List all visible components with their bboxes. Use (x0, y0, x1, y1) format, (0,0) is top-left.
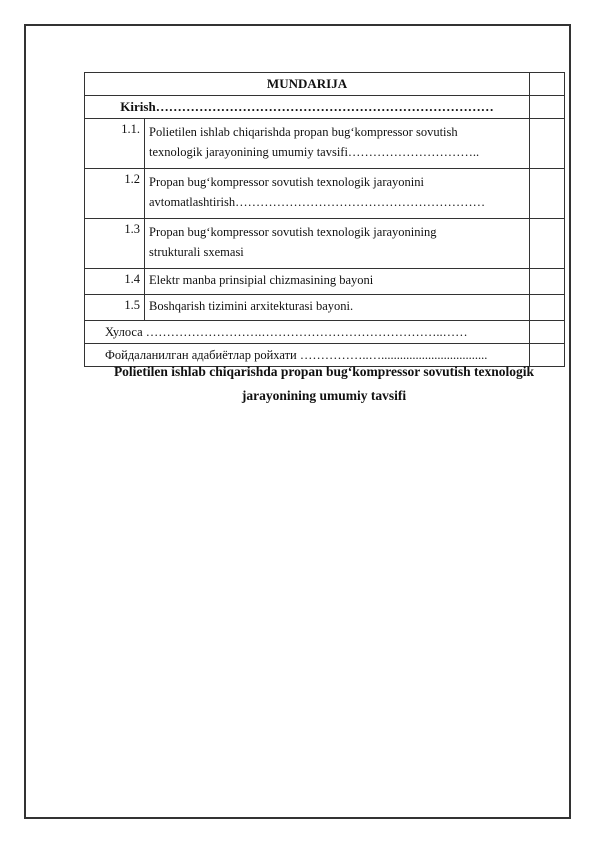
toc-item-title (145, 119, 530, 169)
toc-heading-row (85, 73, 565, 96)
toc-page-cell (530, 295, 565, 321)
toc-row (85, 219, 565, 269)
toc-page-cell (530, 119, 565, 169)
toc-heading: MUNDARIJA (85, 73, 530, 96)
toc-item-number: 1.5 (85, 295, 145, 321)
toc-item-title (145, 169, 530, 219)
section-heading-line: Polietilen ishlab chiqarishda propan bug‘kompressor sovutish texnologik (113, 364, 535, 379)
toc-page-cell (530, 219, 565, 269)
section-heading (84, 360, 564, 408)
toc-item-title-line: avtomatlashtirish…………………………………………………… (149, 195, 486, 209)
toc-conclusion-row (85, 321, 565, 344)
toc-conclusion: Хулоса ……………………….……………………………………..…… (85, 321, 530, 344)
table-of-contents (84, 72, 565, 367)
toc-item-title-line: Propan bug‘kompressor sovutish texnologik jarayonini (149, 175, 424, 189)
toc-page-cell (530, 169, 565, 219)
toc-row (85, 119, 565, 169)
toc-item-title-line: texnologik jarayonining umumiy tavsifi………………………….. (149, 145, 480, 159)
toc-item-title (145, 219, 530, 269)
toc-page-cell (530, 269, 565, 295)
toc-item-title-line: Propan bug‘kompressor sovutish texnologik jarayonining (149, 225, 437, 239)
toc-page-cell (530, 73, 565, 96)
toc-page-cell (530, 96, 565, 119)
toc-references: Фойдаланилган адабиётлар ройхати ……………..….................................. (85, 344, 530, 367)
toc-item-number: 1.1. (85, 119, 145, 169)
toc-intro: Kirish…………………………………………………………………… (85, 96, 530, 119)
toc-intro-row (85, 96, 565, 119)
toc-row (85, 295, 565, 321)
toc-item-number: 1.4 (85, 269, 145, 295)
toc-item-title-line: strukturali sxemasi (149, 245, 244, 259)
toc-item-title: Boshqarish tizimini arxitekturasi bayoni. (145, 295, 530, 321)
toc-item-number: 1.3 (85, 219, 145, 269)
toc-item-title: Elektr manba prinsipial chizmasining bayoni (145, 269, 530, 295)
toc-row (85, 169, 565, 219)
toc-row (85, 269, 565, 295)
toc-page-cell (530, 321, 565, 344)
toc-item-number: 1.2 (85, 169, 145, 219)
section-heading-line: jarayonining umumiy tavsifi (241, 388, 407, 403)
toc-item-title-line: Polietilen ishlab chiqarishda propan bug‘kompressor sovutish (149, 125, 458, 139)
